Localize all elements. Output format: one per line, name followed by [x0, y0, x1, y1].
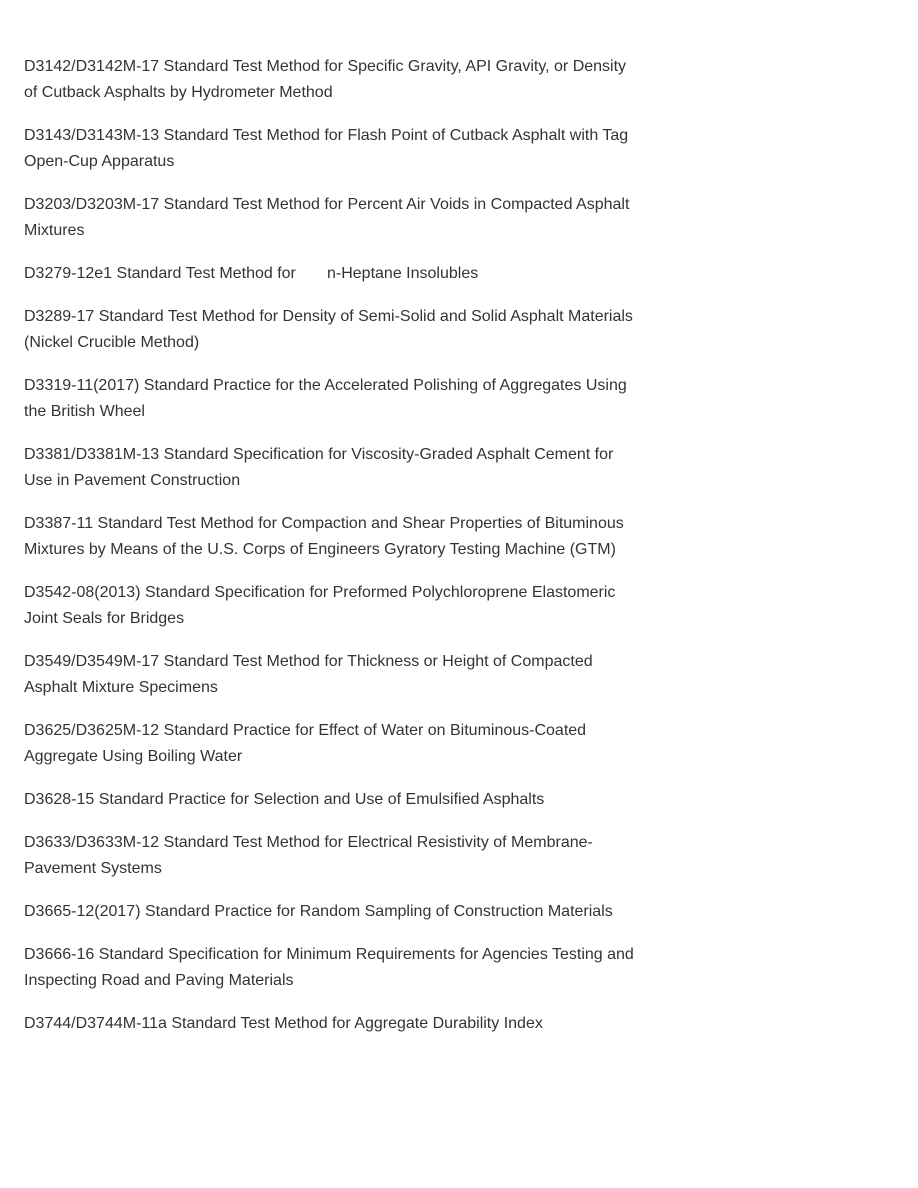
standard-entry: D3542-08(2013) Standard Specification for Preformed Polychloroprene Elastomeric Joint Seals for Bridges: [24, 584, 620, 627]
standard-entry: D3549/D3549M-17 Standard Test Method for Thickness or Height of Compacted Asphalt Mixture Specimens: [24, 653, 597, 696]
standard-entry: D3625/D3625M-12 Standard Practice for Effect of Water on Bituminous-Coated Aggregate Using Boiling Water: [24, 722, 590, 765]
standard-entry: D3628-15 Standard Practice for Selection and Use of Emulsified Asphalts: [24, 791, 545, 808]
standard-entry: D3143/D3143M-13 Standard Test Method for Flash Point of Cutback Asphalt with Tag Open-Cup Apparatus: [24, 127, 633, 170]
standard-entry: D3744/D3744M-11a Standard Test Method for Aggregate Durability Index: [24, 1015, 543, 1032]
standard-entry: D3665-12(2017) Standard Practice for Random Sampling of Construction Materials: [24, 903, 613, 920]
standard-entry: D3319-11(2017) Standard Practice for the Accelerated Polishing of Aggregates Using the British Wheel: [24, 377, 632, 420]
standard-entry: D3633/D3633M-12 Standard Test Method for Electrical Resistivity of Membrane-Pavement Systems: [24, 834, 593, 877]
standard-entry: D3666-16 Standard Specification for Minimum Requirements for Agencies Testing and Inspecting Road and Paving Materials: [24, 946, 639, 989]
standards-list: [24, 54, 639, 1054]
standard-entry: D3142/D3142M-17 Standard Test Method for Specific Gravity, API Gravity, or Density of Cutback Asphalts by Hydrometer Method: [24, 58, 631, 101]
standard-entry: D3289-17 Standard Test Method for Density of Semi-Solid and Solid Asphalt Materials (Nickel Crucible Method): [24, 308, 638, 351]
standard-entry: D3387-11 Standard Test Method for Compaction and Shear Properties of Bituminous Mixtures by Means of the U.S. Corps of Engineers Gyratory Testing Machine (GTM): [24, 515, 629, 558]
standard-entry: D3279-12e1 Standard Test Method for n-Heptane Insolubles: [24, 265, 479, 282]
standard-entry: D3381/D3381M-13 Standard Specification for Viscosity-Graded Asphalt Cement for Use in Pavement Construction: [24, 446, 618, 489]
standard-entry: D3203/D3203M-17 Standard Test Method for Percent Air Voids in Compacted Asphalt Mixtures: [24, 196, 634, 239]
